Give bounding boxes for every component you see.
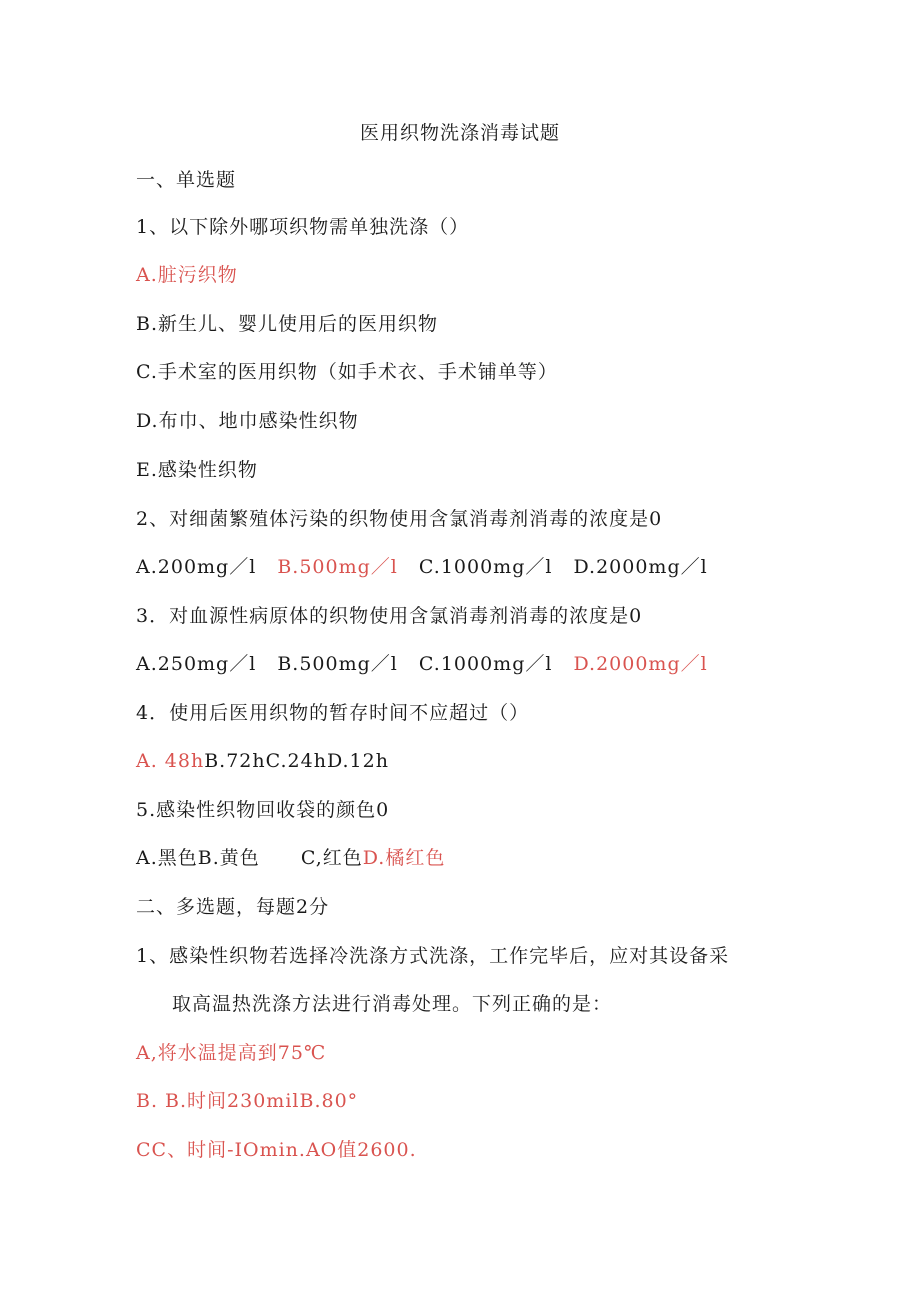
multi-q1-option-b-answer: B. B.时间230milB.80°: [136, 1090, 359, 1112]
multi-question-1-line-1: 1、感染性织物若选择冷洗涤方式洗涤，工作完毕后，应对其设备采: [136, 945, 730, 967]
section-heading-single-choice: 一、单选题: [136, 169, 237, 191]
question-4: 4．使用后医用织物的暂存时间不应超过（）: [136, 702, 530, 724]
section-heading-multi-choice: 二、多选题，每题2分: [136, 896, 330, 918]
q5-options: [136, 846, 445, 870]
multi-q1-option-a-answer: A,将水温提高到75℃: [136, 1042, 327, 1064]
q2-option-b-answer: B.500mg／l: [277, 556, 398, 578]
multi-question-1-line-2: 取高温热洗涤方法进行消毒处理。下列正确的是：: [172, 993, 613, 1015]
question-5: 5.感染性织物回收袋的颜色0: [136, 799, 390, 821]
q5-option-b: B.黄色: [197, 847, 260, 869]
q2-option-c: C.1000mg／l: [418, 556, 553, 578]
q1-option-e: E.感染性织物: [136, 459, 258, 481]
q5-option-a: A.黑色: [136, 847, 198, 869]
q4-option-a-answer: A. 48h: [136, 750, 205, 772]
q3-option-c: C.1000mg／l: [418, 653, 553, 675]
multi-q1-option-c-answer: CC、时间-IOmin.AO值2600.: [136, 1139, 417, 1161]
q3-option-b: B.500mg／l: [277, 653, 398, 675]
q1-option-a-answer: A.脏污织物: [136, 264, 238, 286]
q4-options: [136, 749, 389, 773]
q2-option-d: D.2000mg／l: [573, 556, 708, 578]
q3-options: [136, 652, 708, 676]
question-1: 1、以下除外哪项织物需单独洗涤（）: [136, 216, 470, 238]
q1-option-d: D.布巾、地巾感染性织物: [136, 410, 359, 432]
q5-option-d-answer: D.橘红色: [362, 847, 446, 869]
q1-option-b: B.新生儿、婴儿使用后的医用织物: [136, 313, 439, 335]
question-3: 3．对血源性病原体的织物使用含氯消毒剂消毒的浓度是0: [136, 605, 643, 627]
q5-option-c: C,红色: [300, 847, 363, 869]
q3-option-d-answer: D.2000mg／l: [573, 653, 708, 675]
q1-option-c: C.手术室的医用织物（如手术衣、手术铺单等）: [136, 361, 558, 383]
question-2: 2、对细菌繁殖体污染的织物使用含氯消毒剂消毒的浓度是0: [136, 508, 663, 530]
q2-option-a: A.200mg／l: [136, 556, 257, 578]
q3-option-a: A.250mg／l: [136, 653, 257, 675]
page-title: 医用织物洗涤消毒试题: [359, 122, 560, 144]
q4-other-options: B.72hC.24hD.12h: [204, 750, 389, 772]
q2-options: [136, 555, 708, 579]
